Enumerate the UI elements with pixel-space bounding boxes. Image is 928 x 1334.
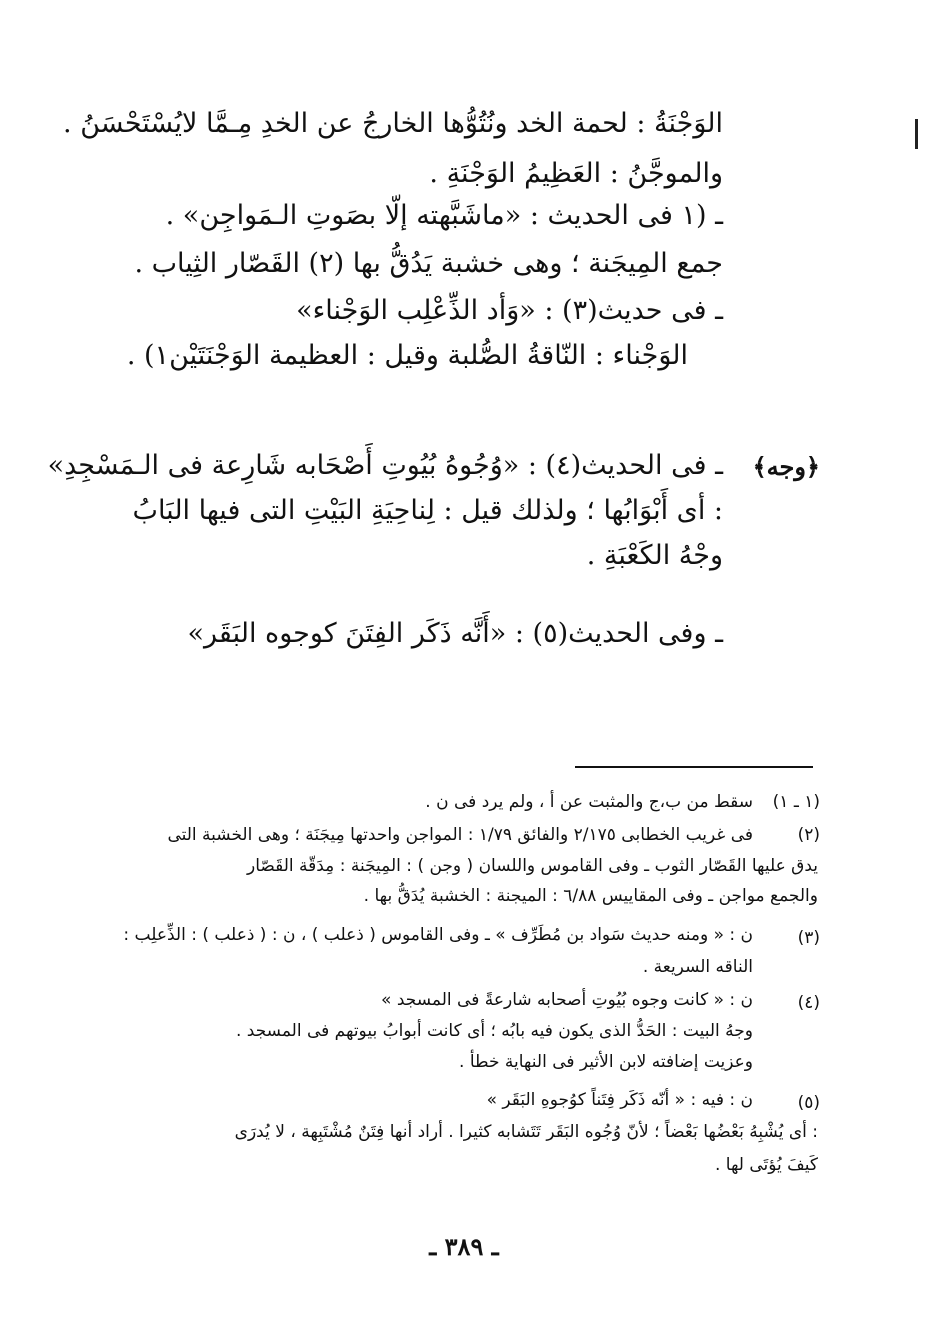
footnote-line: وجهُ البيت : الحَدُّ الذى يكون فيه بابُه ؛ أى كانت أبوابُ بيوتهم فى المسجد . (235, 1021, 753, 1041)
footnote-line: ن : « كانت وجوه بُيُوتِ أصحابه شارعةً فى المسجد » (381, 990, 753, 1010)
main-line-2: والموجَّنُ : العَظِيمُ الوَجْنَةِ . (429, 158, 723, 189)
footnote-rule (575, 766, 813, 768)
footnote-number: (١ ـ ١) (772, 792, 820, 812)
margin-mark (907, 119, 918, 149)
footnote-number: (٤) (797, 993, 820, 1013)
footnote-line: والجمع مواجن ـ وفى المقاييس ٦/٨٨ : الميجنة : الخشبة يُدَقُّ بها . (363, 886, 818, 906)
entry-heading: ﴿وجه﴾ (752, 452, 820, 481)
footnote-line: سقط من ب،ج والمثبت عن أ ، ولم يرد فى ن . (425, 792, 753, 812)
footnote-number: (٣) (797, 928, 820, 948)
main-line-5: ـ فى حديث(٣) : «وَأد الذِّعْلِب الوَجْناء» (296, 295, 723, 326)
footnote-line: كَيفَ يُؤتَى لها . (714, 1155, 818, 1175)
entry-line-3: وجْهُ الكَعْبَةِ . (586, 540, 723, 571)
footnote-number: (٢) (797, 825, 820, 845)
page-number: ـ ٣٨٩ ـ (429, 1232, 499, 1261)
footnote-line: وعزيت إضافته لابن الأثير فى النهاية خطأ . (459, 1052, 753, 1072)
footnote-line: الناقه السريعة . (642, 957, 753, 977)
entry-line-1: ـ فى الحديث(٤) : «وُجُوهُ بُيُوتِ أَصْحَابه شَارِعة فى الـمَسْجِدِ» (47, 450, 723, 481)
entry-line-2: : أى أَبْوَابُها ؛ ولذلك قيل : لِناحِيَةِ البَيْتِ التى فيها البَابُ (132, 495, 723, 526)
main-line-4: جمع المِيجَنة ؛ وهى خشبة يَدُقُّ بها (٢) القَصّار الثِياب . (134, 248, 723, 279)
main-line-3: ـ (١ فى الحديث : «ماشَبَّهته إلّا بصَوتِ الـمَواجِن» . (165, 200, 723, 231)
footnote-line: ن : « ومنه حديث سَواد بن مُطَرِّف » ـ وفى القاموس ( ذعلب ) ، ن : ( ذعلب ) : الذِّعلِب : (123, 925, 753, 945)
footnote-line: : أى يُشْبِهُ بَعْضُها بَعْضاً ؛ لأنّ وُجُوه البَقَر تَتَشابه كثيرا . أراد أنها فِتَنٌ مُشْتَبِهة ، لا يُدرَى (234, 1122, 818, 1142)
footnote-line: ن : فيه : « أنّه ذَكَر فِتَناً كوُجوهِ البَقَر » (486, 1090, 753, 1110)
footnote-line: فى غريب الخطابى ٢/١٧٥ والفائق ١/٧٩ : المواجن واحدتها مِيجَنَة ؛ وهى الخشبة التى (167, 825, 753, 845)
entry-line-4: ـ وفى الحديث(٥) : «أَنَّه ذَكَر الفِتَنَ كوجوه البَقَر» (187, 618, 723, 649)
main-line-6: الوَجْناء : النّاقةُ الصُّلبة وقيل : العظيمة الوَجْنَتَيْن١) . (126, 340, 688, 371)
footnote-line: يدق عليها القَصّار الثوب ـ وفى القاموس واللسان ( وجن ) : المِيجَنة : مِدَقّة القَصّار (246, 856, 818, 876)
main-line-1: الوَجْنَةُ : لحمة الخد ونُتُوُّها الخارجُ عن الخدِ مِـمَّا لايُسْتَحْسَنُ . (63, 108, 723, 139)
footnote-number: (٥) (797, 1093, 820, 1113)
